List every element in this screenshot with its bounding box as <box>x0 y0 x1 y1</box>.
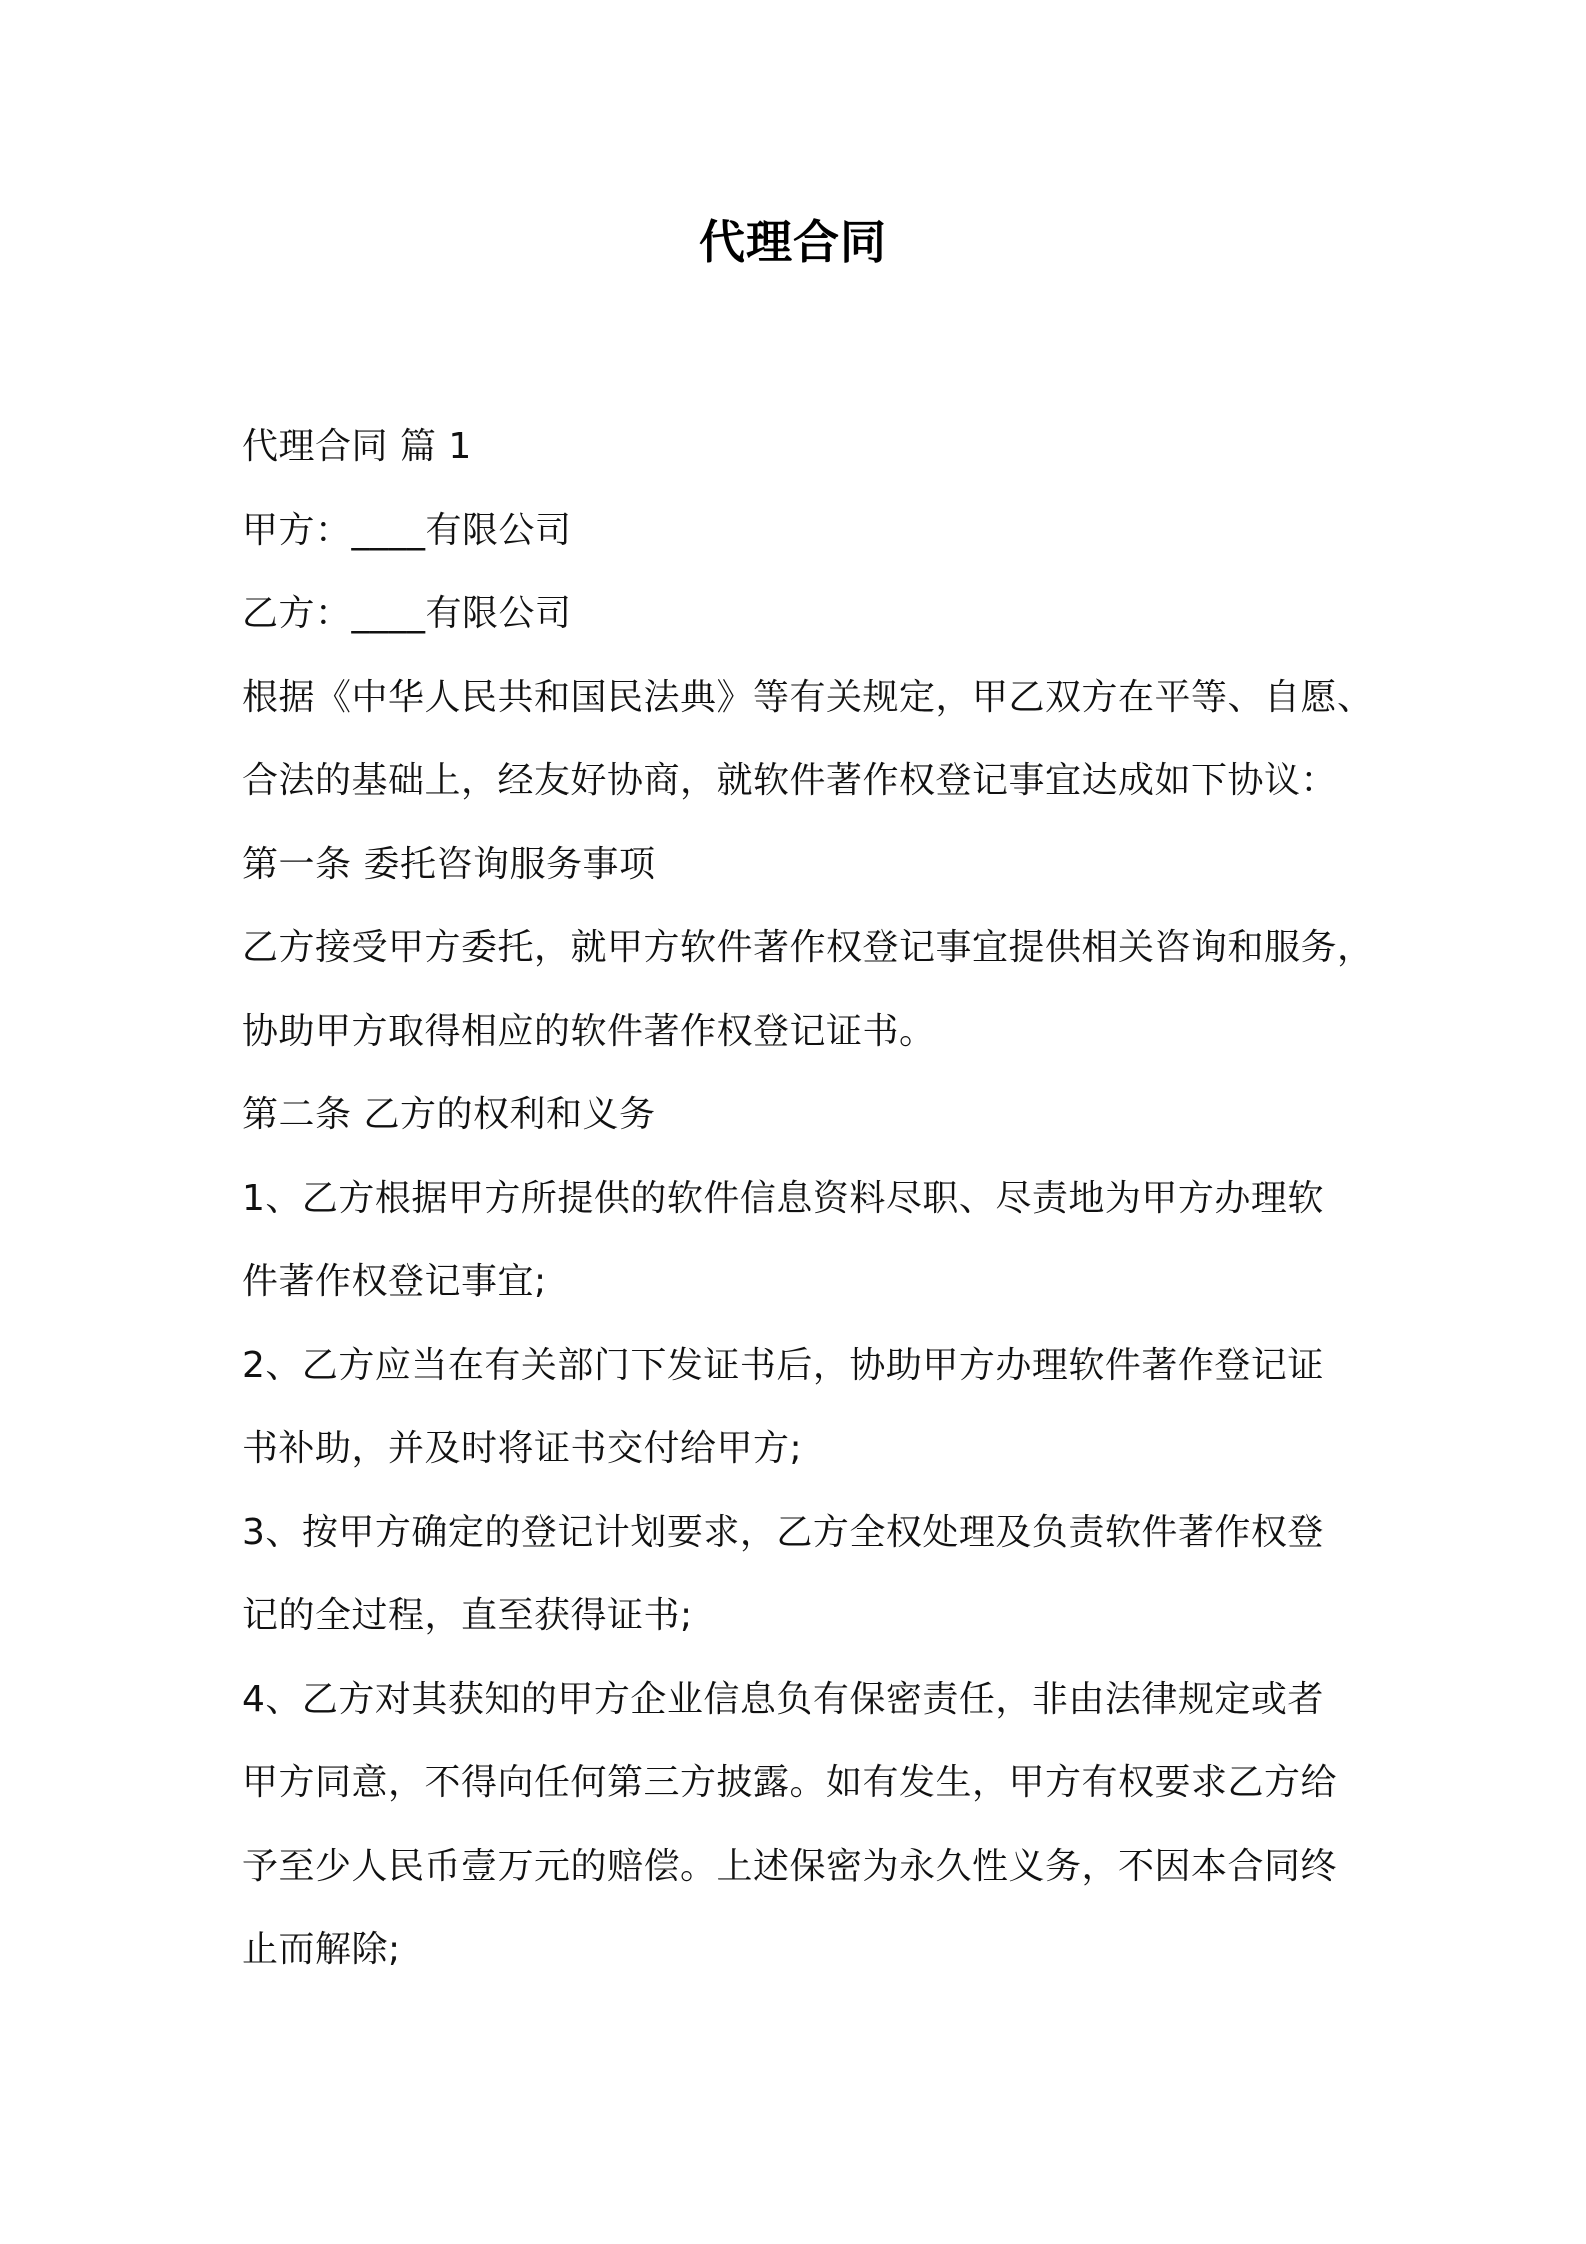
clause-2-line-1: 2、乙方应当在有关部门下发证书后，协助甲方办理软件著作登记证 <box>242 1344 1324 1386</box>
preamble-line-2: 合法的基础上，经友好协商，就软件著作权登记事宜达成如下协议： <box>242 760 1338 801</box>
document-body <box>242 405 1372 1992</box>
clause-4-line-4: 止而解除; <box>242 1929 401 1970</box>
clause-4-line-2: 甲方同意，不得向任何第三方披露。如有发生，甲方有权要求乙方给 <box>242 1762 1338 1803</box>
clause-2-line-2: 书补助，并及时将证书交付给甲方; <box>242 1428 803 1469</box>
article-1-text-line-2: 协助甲方取得相应的软件著作权登记证书。 <box>242 1010 936 1052</box>
article-1-heading: 第一条 委托咨询服务事项 <box>242 843 656 885</box>
preamble-line-1: 根据《中华人民共和国民法典》等有关规定，甲乙双方在平等、自愿、 <box>242 676 1374 718</box>
article-1-text-line-1: 乙方接受甲方委托，就甲方软件著作权登记事宜提供相关咨询和服务， <box>242 927 1374 968</box>
party-b-line: 乙方：____有限公司 <box>242 593 572 634</box>
clause-4-line-1: 4、乙方对其获知的甲方企业信息负有保密责任，非由法律规定或者 <box>242 1678 1324 1720</box>
clause-3-line-1: 3、按甲方确定的登记计划要求，乙方全权处理及负责软件著作权登 <box>242 1511 1324 1553</box>
clause-4-line-3: 予至少人民币壹万元的赔偿。上述保密为永久性义务，不因本合同终 <box>242 1845 1338 1887</box>
document-title: 代理合同 <box>699 215 887 269</box>
clause-1-line-1: 1、乙方根据甲方所提供的软件信息资料尽职、尽责地为甲方办理软 <box>242 1177 1324 1219</box>
section-heading: 代理合同 篇 1 <box>242 426 472 467</box>
clause-1-line-2: 件著作权登记事宜; <box>242 1261 547 1302</box>
clause-3-line-2: 记的全过程，直至获得证书; <box>242 1595 693 1636</box>
party-a-line: 甲方：____有限公司 <box>242 509 572 551</box>
article-2-heading: 第二条 乙方的权利和义务 <box>242 1094 656 1135</box>
